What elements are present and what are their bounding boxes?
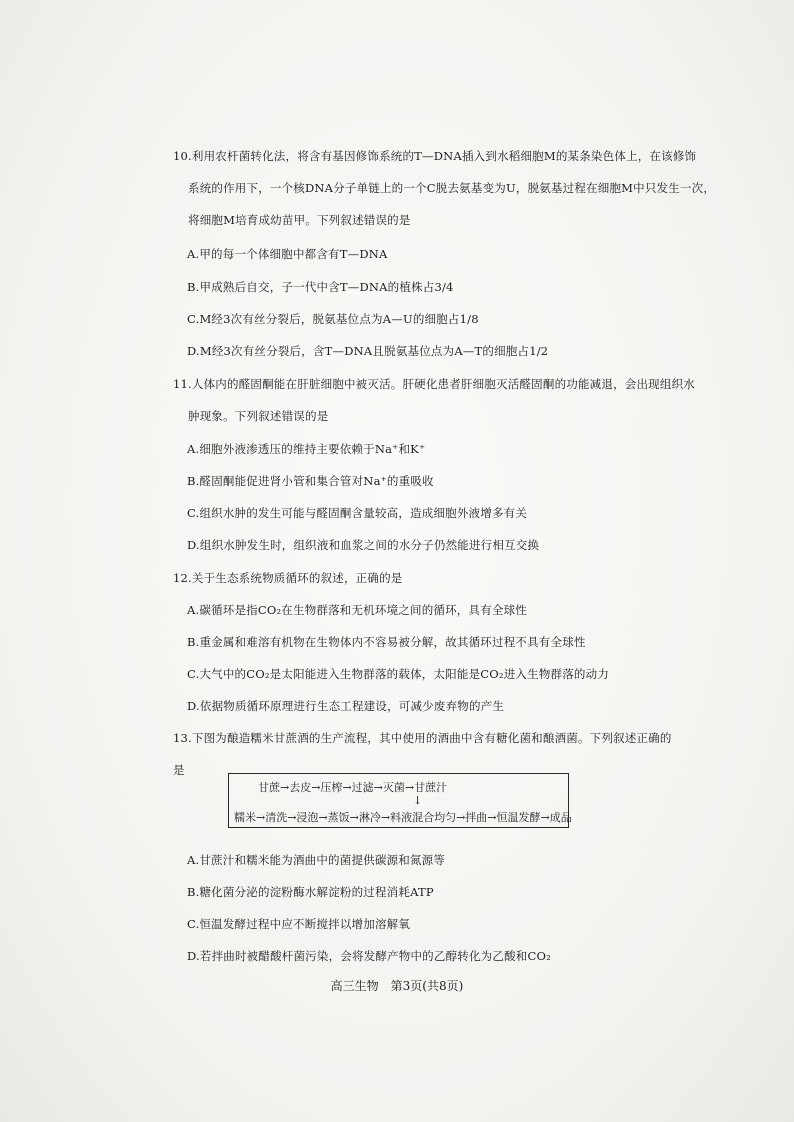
q11-option-a: A.细胞外液渗透压的维持主要依赖于Na⁺和K⁺ [187,442,426,456]
flowchart-row-rice: 糯米→清洗→浸泡→蒸饭→淋冷→料液混合均匀→拌曲→恒温发酵→成品 [234,811,572,824]
q10-stem-line-3: 将细胞M培育成幼苗甲。下列叙述错误的是 [188,213,411,227]
q10-option-d: D.M经3次有丝分裂后，含T—DNA且脱氨基位点为A—T的细胞占1/2 [187,344,549,358]
page-footer: 高三生物 第3页(共8页) [330,979,464,993]
q13-stem-line-1: 13.下图为酿造糯米甘蔗酒的生产流程，其中使用的酒曲中含有糖化菌和酿酒菌。下列叙述正确的 [173,731,672,745]
q10-option-a: A.甲的每一个体细胞中都含有T—DNA [187,247,388,261]
q13-option-a: A.甘蔗汁和糯米能为酒曲中的菌提供碳源和氮源等 [187,853,446,867]
q12-option-d: D.依据物质循环原理进行生态工程建设，可减少废弃物的产生 [187,699,505,713]
q11-option-c: C.组织水肿的发生可能与醛固酮含量较高，造成细胞外液增多有关 [187,506,528,520]
q11-option-d: D.组织水肿发生时，组织液和血浆之间的水分子仍然能进行相互交换 [187,538,540,552]
flowchart-down-arrow-icon: ↓ [413,794,423,807]
q11-stem-line-1: 11.人体内的醛固酮能在肝脏细胞中被灭活。肝硬化患者肝细胞灭活醛固酮的功能减退，会出现组织水 [173,377,695,391]
q10-option-b: B.甲成熟后自交，子一代中含T—DNA的植株占3/4 [187,280,454,294]
q10-stem-line-1: 10.利用农杆菌转化法，将含有基因修饰系统的T—DNA插入到水稻细胞M的某条染色体上，在该修饰 [173,149,697,163]
q13-flowchart [228,773,572,828]
q13-option-d: D.若拌曲时被醋酸杆菌污染，会将发酵产物中的乙醇转化为乙酸和CO₂ [187,949,551,963]
q12-option-c: C.大气中的CO₂是太阳能进入生物群落的载体，太阳能是CO₂进入生物群落的动力 [187,667,610,681]
q11-stem-line-2: 肿现象。下列叙述错误的是 [188,409,329,423]
q10-stem-line-2: 系统的作用下，一个核DNA分子单链上的一个C脱去氨基变为U，脱氨基过程在细胞M中只发生一次， [188,181,716,195]
q12-option-a: A.碳循环是指CO₂在生物群落和无机环境之间的循环，具有全球性 [187,603,527,617]
q10-option-c: C.M经3次有丝分裂后，脱氨基位点为A—U的细胞占1/8 [187,312,479,326]
q13-stem-line-2: 是 [173,763,185,777]
flowchart-row-sugarcane: 甘蔗→去皮→压榨→过滤→灭菌→甘蔗汁 [258,781,448,794]
q13-option-b: B.糖化菌分泌的淀粉酶水解淀粉的过程消耗ATP [187,885,434,899]
q13-option-c: C.恒温发酵过程中应不断搅拌以增加溶解氧 [187,917,411,931]
q12-stem-line-1: 12.关于生态系统物质循环的叙述，正确的是 [173,571,403,585]
q11-option-b: B.醛固酮能促进肾小管和集合管对Na⁺的重吸收 [187,474,434,488]
q12-option-b: B.重金属和难溶有机物在生物体内不容易被分解，故其循环过程不具有全球性 [187,635,586,649]
